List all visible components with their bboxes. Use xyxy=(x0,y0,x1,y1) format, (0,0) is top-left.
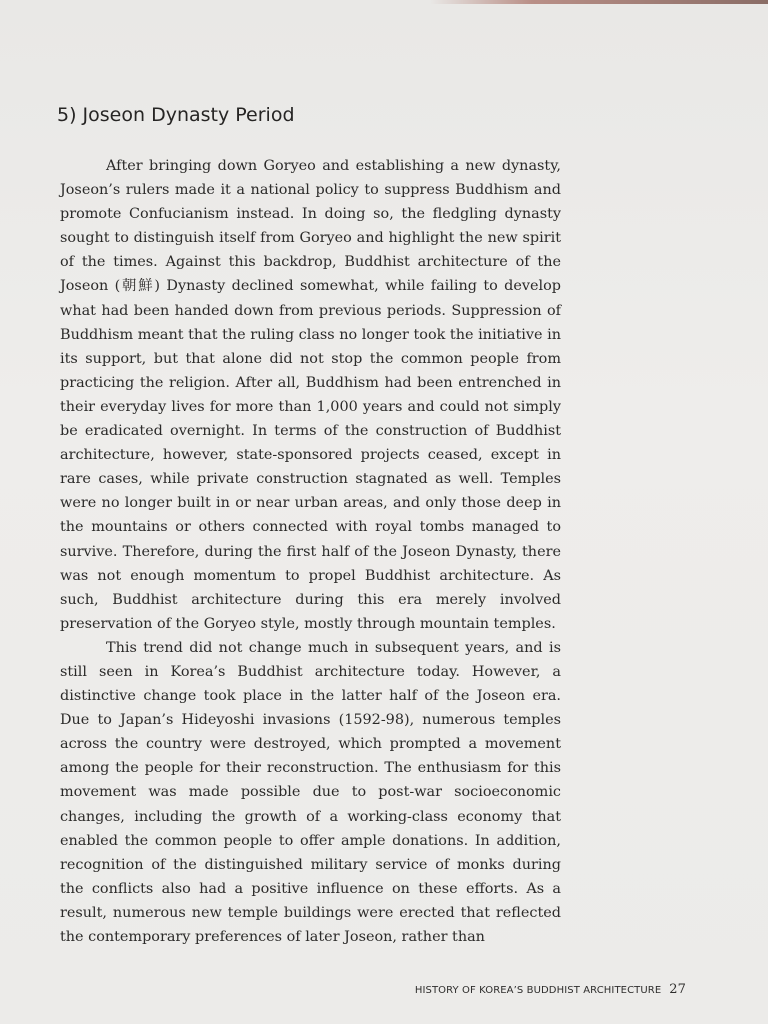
page-edge-shadow xyxy=(430,0,768,4)
page-footer xyxy=(415,982,686,997)
running-title: HISTORY OF KOREA’S BUDDHIST ARCHITECTURE xyxy=(414,985,662,996)
body-text xyxy=(60,154,561,949)
paragraph: This trend did not change much in subsequent years, and is still seen in Korea’s Buddhist architecture today. However, a distinctive change took place in the latter half of the Joseon era. Due to Japan’s Hideyoshi invasions (1592-98), numerous temples across the country were destroyed, which prompted a movement among the people for their reconstruction. The enthusiasm for this movement was made possible due to post-war socioeconomic changes, including the growth of a working-class economy that enabled the common people to offer ample donations. In addition, recognition of the distinguished military service of monks during the conflicts also had a positive influence on these efforts. As a result, numerous new temple buildings were erected that reflected the contemporary preferences of later Joseon, rather than xyxy=(60,639,561,945)
paragraph: After bringing down Goryeo and establishing a new dynasty, Joseon’s rulers made it a national policy to suppress Buddhism and promote Confucianism instead. In doing so, the fledgling dynasty sought to distinguish itself from Goryeo and highlight the new spirit of the times. Against this backdrop, Buddhist architecture of the Joseon (朝鮮) Dynasty declined somewhat, while failing to develop what had been handed down from previous periods. Suppression of Buddhism meant that the ruling class no longer took the initiative in its support, but that alone did not stop the common people from practicing the religion. After all, Buddhism had been entrenched in their everyday lives for more than 1,000 years and could not simply be eradicated overnight. In terms of the construction of Buddhist architecture, however, state-sponsored projects ceased, except in rare cases, while private construction stagnated as well. Temples were no longer built in or near urban areas, and only those deep in the mountains or others connected with royal tombs managed to survive. Therefore, during the first half of the Joseon Dynasty, there was not enough momentum to propel Buddhist architecture. As such, Buddhist architecture during this era merely involved preservation of the Goryeo style, mostly through mountain temples. xyxy=(60,158,561,632)
page-number: 27 xyxy=(669,982,686,997)
section-heading: 5) Joseon Dynasty Period xyxy=(57,104,295,126)
